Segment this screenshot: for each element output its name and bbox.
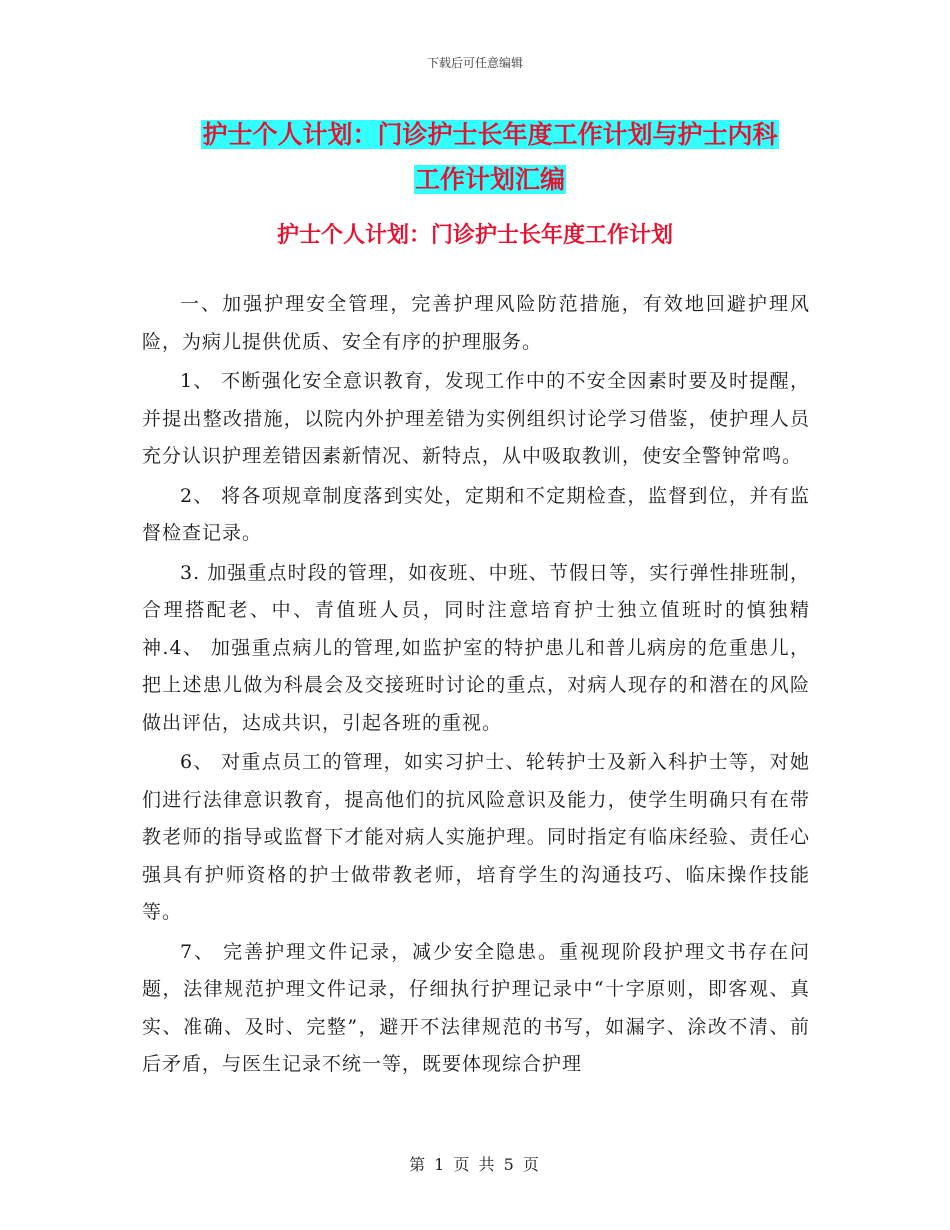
- paragraph-6: 7、 完善护理文件记录，减少安全隐患。重视现阶段护理文书存在问题，法律规范护理文件记录，仔细执行护理记录中“十字原则，即客观、真实、准确、及时、完整”，避开不法律规范的书写，如漏字、涂改不清、前后矛盾，与医生记录不统一等，既要体现综合护理: [142, 940, 810, 1075]
- paragraph-2: 1、 不断强化安全意识教育，发现工作中的不安全因素时要及时提醒，并提出整改措施，以院内外护理差错为实例组织讨论学习借鉴，使护理人员充分认识护理差错因素新情况、新特点，从中吸取教训，使安全警钟常鸣。: [142, 370, 810, 467]
- paragraph-4: 3. 加强重点时段的管理，如夜班、中班、节假日等，实行弹性排班制，合理搭配老、中、青值班人员，同时注意培育护士独立值班时的慎独精神.4、 加强重点病儿的管理,如监护室的特护患儿和普儿病房的危重患儿，把上述患儿做为科晨会及交接班时讨论的重点，对病人现存的和潜在的风险做出评估，达成共识，引起各班的重视。: [142, 561, 810, 734]
- document-title-line-1: 护士个人计划：门诊护士长年度工作计划与护士内科: [202, 120, 778, 149]
- paragraph-1: 一、加强护理安全管理，完善护理风险防范措施，有效地回避护理风险，为病儿提供优质、安全有序的护理服务。: [142, 293, 810, 353]
- section-title: 护士个人计划：门诊护士长年度工作计划: [276, 223, 673, 248]
- document-body: [142, 286, 810, 1086]
- page-footer: 第 1 页 共 5 页: [409, 1155, 541, 1174]
- paragraph-5: 6、 对重点员工的管理，如实习护士、轮转护士及新入科护士等，对她们进行法律意识教育，提高他们的抗风险意识及能力，使学生明确只有在带教老师的指导或监督下才能对病人实施护理。同时指定有临床经验、责任心强具有护师资格的护士做带教老师，培育学生的沟通技巧、临床操作技能等。: [142, 751, 810, 923]
- header-note: 下载后可任意编辑: [426, 56, 523, 70]
- document-title-line-2: 工作计划汇编: [414, 165, 565, 194]
- paragraph-3: 2、 将各项规章制度落到实处，定期和不定期检查，监督到位，并有监督检查记录。: [142, 484, 810, 544]
- document-title: [140, 112, 840, 202]
